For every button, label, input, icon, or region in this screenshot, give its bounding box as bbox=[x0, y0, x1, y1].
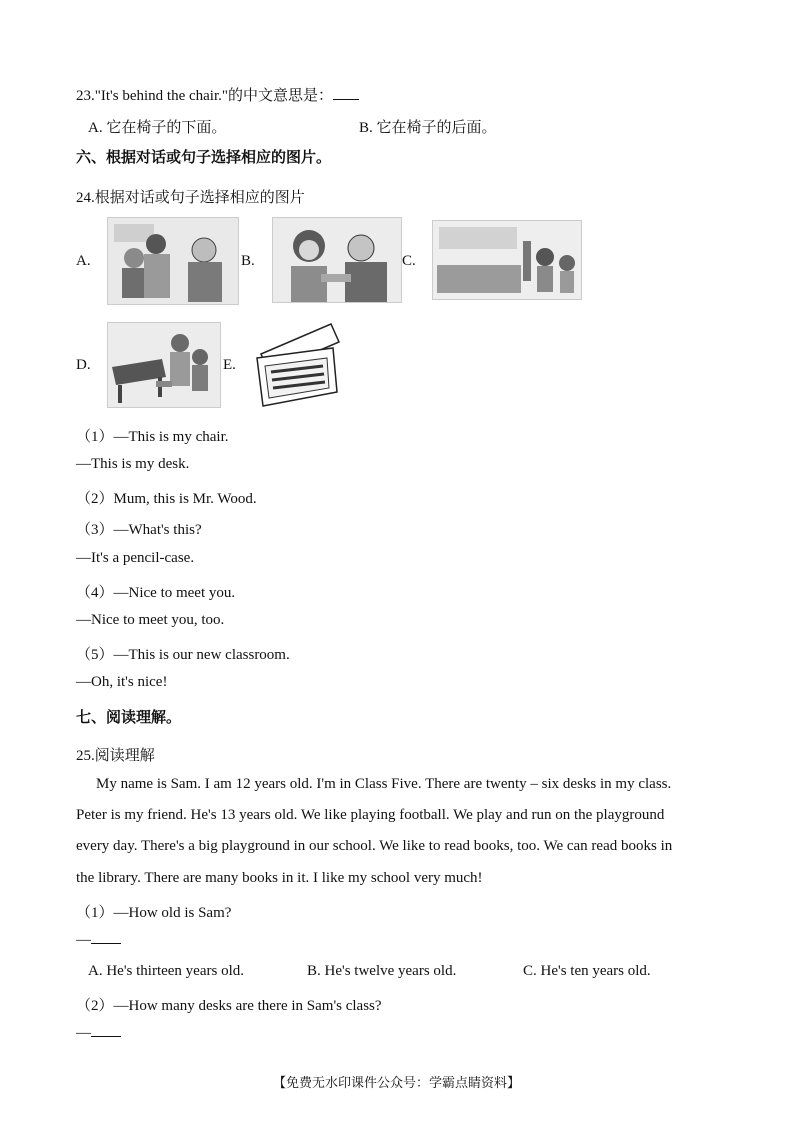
picture-d bbox=[107, 322, 221, 408]
q24-dialogue-1a: （1）—This is my chair. bbox=[76, 429, 229, 445]
pic-label-e: E. bbox=[223, 357, 236, 373]
q23-stem bbox=[76, 84, 359, 105]
q23-option-a: A. 它在椅子的下面。 bbox=[88, 120, 227, 136]
section7-title: 七、阅读理解。 bbox=[76, 708, 182, 726]
passage-line-2: Peter is my friend. He's 13 years old. We like playing football. We play and run on the playground bbox=[76, 807, 665, 823]
q24-dialogue-3b: —It's a pencil-case. bbox=[76, 550, 195, 566]
q25-sub1-option-a: A. He's thirteen years old. bbox=[88, 963, 244, 979]
picture-c-drawing bbox=[433, 221, 581, 299]
q25-sub2-answer-blank[interactable] bbox=[91, 1036, 121, 1037]
passage-line-1: My name is Sam. I am 12 years old. I'm in Class Five. There are twenty – six desks in my class. bbox=[96, 776, 672, 792]
q23-option-b: B. 它在椅子的后面。 bbox=[359, 120, 497, 136]
q24-dialogue-5b: —Oh, it's nice! bbox=[76, 674, 168, 690]
pic-label-c: C. bbox=[402, 253, 416, 269]
q25-sub2-answer bbox=[76, 1025, 121, 1042]
q25-sub2-question: （2）—How many desks are there in Sam's class? bbox=[76, 998, 382, 1014]
q23-stem-text: 23."It's behind the chair."的中文意思是： bbox=[76, 88, 334, 104]
q25-sub1-dash: — bbox=[76, 932, 91, 948]
picture-d-drawing bbox=[108, 323, 220, 407]
passage-line-3: every day. There's a big playground in our school. We like to read books, too. We can read books in bbox=[76, 838, 673, 854]
picture-c bbox=[432, 220, 582, 300]
q24-dialogue-1b: —This is my desk. bbox=[76, 456, 190, 472]
pic-label-b: B. bbox=[241, 253, 255, 269]
q24-dialogue-2: （2）Mum, this is Mr. Wood. bbox=[76, 491, 257, 507]
q25-sub1-option-b: B. He's twelve years old. bbox=[307, 963, 457, 979]
q23-answer-blank[interactable] bbox=[333, 99, 359, 100]
picture-b bbox=[272, 217, 402, 303]
pencil-case-drawing bbox=[247, 318, 343, 410]
q25-sub1-option-c: C. He's ten years old. bbox=[523, 963, 651, 979]
q25-sub1-answer bbox=[76, 932, 121, 949]
picture-a-drawing bbox=[108, 218, 238, 304]
picture-b-drawing bbox=[273, 218, 401, 302]
picture-e bbox=[247, 318, 343, 410]
pic-label-a: A. bbox=[76, 253, 91, 269]
pic-label-d: D. bbox=[76, 357, 91, 373]
q24-dialogue-4b: —Nice to meet you, too. bbox=[76, 612, 225, 628]
q24-dialogue-4a: （4）—Nice to meet you. bbox=[76, 585, 236, 601]
passage-line-4: the library. There are many books in it. I like my school very much! bbox=[76, 870, 483, 886]
q24-dialogue-3a: （3）—What's this? bbox=[76, 522, 202, 538]
q24-dialogue-5a: （5）—This is our new classroom. bbox=[76, 647, 290, 663]
q25-stem: 25.阅读理解 bbox=[76, 748, 155, 764]
q25-sub2-dash: — bbox=[76, 1025, 91, 1041]
page-footer: 【免费无水印课件公众号：学霸点睛资料】 bbox=[272, 1076, 520, 1091]
section6-title: 六、根据对话或句子选择相应的图片。 bbox=[76, 148, 332, 166]
q24-stem: 24.根据对话或句子选择相应的图片 bbox=[76, 190, 305, 206]
q25-sub1-answer-blank[interactable] bbox=[91, 943, 121, 944]
picture-a bbox=[107, 217, 239, 305]
q25-sub1-question: （1）—How old is Sam? bbox=[76, 905, 232, 921]
